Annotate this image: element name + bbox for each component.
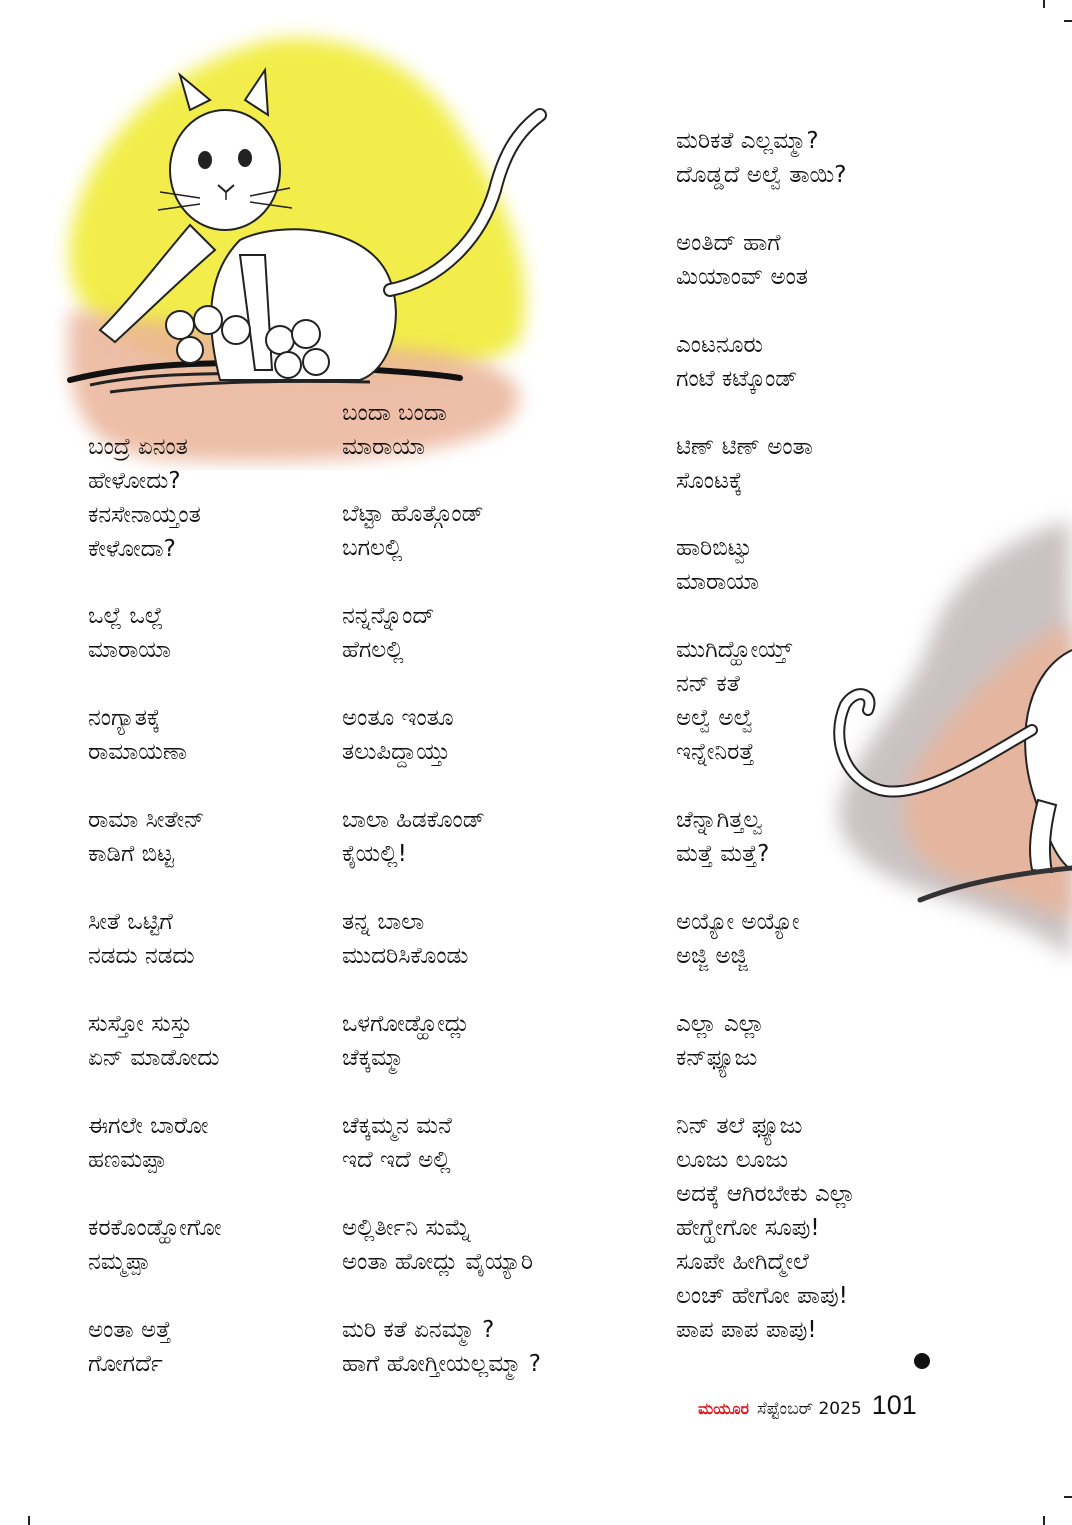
stanza: [676, 803, 769, 871]
stanza: [342, 1109, 452, 1177]
issue-date: ಸೆಪ್ಟೆಂಬರ್ 2025: [757, 1399, 862, 1419]
stanza: [342, 701, 454, 769]
stanza: [676, 531, 759, 599]
poem-line: ಪಾಪ ಪಾಪ ಪಾಪು!: [676, 1317, 817, 1343]
poem-line: ನಿನ್ ತಲೆ ಫ್ಯೂಜು: [676, 1113, 803, 1139]
poem-line: ಹಣಮಪ್ಪಾ: [88, 1147, 167, 1173]
stanza: [88, 803, 204, 871]
stanza: [88, 1007, 219, 1075]
poem-line: ಮಾರಾಯಾ: [342, 434, 426, 460]
poem-line: ತನ್ನ ಬಾಲಾ: [342, 909, 425, 935]
poem-line: ಚೆಕ್ಕಮ್ಮಾ: [342, 1045, 405, 1071]
crop-mark-top: [1043, 0, 1045, 8]
poem-line: ಮಾರಾಯಾ: [676, 569, 760, 595]
poem-line: ಕಾಡಿಗೆ ಬಿಟ್ಟ: [88, 841, 174, 867]
cat-with-kittens-illustration: [40, 20, 560, 470]
stanza: [342, 1313, 541, 1381]
page-footer: [698, 1390, 917, 1430]
poem-line: ಅಂತಾ ಹೋದ್ಲು ವೈಯ್ಯಾರಿ: [342, 1249, 533, 1275]
poem-line: ಎಲ್ಲಾ ಎಲ್ಲಾ: [676, 1011, 765, 1037]
stanza: [676, 226, 808, 294]
magazine-brand: ಮಯೂರ: [698, 1399, 750, 1418]
poem-line: ಚೆಕ್ಕಮ್ಮನ ಮನೆ: [342, 1113, 452, 1139]
poem-line: ಟಿಣ್ ಟಿಣ್ ಅಂತಾ: [676, 434, 813, 460]
stanza: [342, 396, 447, 464]
stanza: [676, 124, 846, 192]
stanza: [676, 1007, 764, 1075]
poem-line: ಕನ್‌ಫ್ಯೂಜು: [676, 1045, 758, 1071]
poem-line: ಈಗಲೇ ಬಾರೋ: [88, 1113, 209, 1139]
poem-line: ಸೂಪೇ ಹೀಗಿದ್ಮೇಲೆ: [676, 1249, 809, 1275]
poem-line: ಮರಿಕತೆ ಎಲ್ಲಮ್ಮಾ?: [676, 128, 819, 154]
poem-line: ಸೊಂಟಕ್ಕೆ: [676, 468, 743, 494]
stanza: [88, 1109, 208, 1177]
poem-line: ಬೆಟ್ಟಾ ಹೊತ್ಗೊಂಡ್: [342, 501, 484, 527]
poem-line: ಹಾಗೆ ಹೋಗ್ತೀಯಲ್ಲಮ್ಮಾ ?: [342, 1351, 541, 1377]
poem-line: ದೊಡ್ಡದೆ ಅಲ್ವೆ ತಾಯಿ?: [676, 162, 847, 188]
poem-line: ರಾಮಾ ಸೀತೇನ್: [88, 807, 205, 833]
cat-tail-on-branch-illustration: [800, 500, 1072, 980]
page-number: 101: [871, 1390, 917, 1420]
poem-line: ತಲುಪಿದ್ದಾಯ್ತು: [342, 739, 451, 765]
end-bullet: [914, 1353, 930, 1369]
stanza: [676, 430, 813, 498]
poem-line: ಅಂತೂ ಇಂತೂ: [342, 705, 454, 731]
poem-line: ಹೆಗಲಲ್ಲಿ: [342, 637, 404, 663]
poem-line: ಎಂಟನೂರು: [676, 332, 763, 358]
stanza: [676, 905, 800, 973]
poem-line: ಮರಿ ಕತೆ ಏನಮ್ಮಾ ?: [342, 1317, 495, 1343]
poem-line: ಕೈಯಲ್ಲಿ!: [342, 841, 407, 867]
poem-line: ಹಾರಿಬಿಟ್ವು: [676, 535, 755, 561]
poem-line: ಏನ್ ಮಾಡೋದು: [88, 1045, 220, 1071]
stanza: [342, 497, 484, 565]
poem-line: ನನ್ ಕತೆ: [676, 671, 740, 697]
poem-line: ಇದೆ ಇದೆ ಅಲ್ಲಿ: [342, 1147, 451, 1173]
stanza: [676, 633, 792, 769]
poem-line: ಬಗಲಲ್ಲಿ: [342, 535, 403, 561]
poem-line: ಅದಕ್ಕೆ ಆಗಿರಬೇಕು ಎಲ್ಲಾ: [676, 1181, 856, 1207]
poem-line: ಮತ್ತೆ ಮತ್ತೆ?: [676, 841, 770, 867]
crop-mark-bottom-right: [1043, 1516, 1045, 1525]
poem-line: ಒಲ್ಲೆ ಒಲ್ಲೆ: [88, 603, 164, 629]
stanza: [88, 701, 187, 769]
poem-line: ಅಯ್ಯೋ ಅಯ್ಯೋ: [676, 909, 800, 935]
poem-line: ಕನಸೇನಾಯ್ತಂತ: [88, 502, 201, 528]
stanza: [342, 599, 435, 667]
poem-line: ಕರಕೊಂಡ್ಹೋಗೋ: [88, 1215, 222, 1241]
poem-line: ಇನ್ನೇನಿರತ್ತೆ: [676, 739, 755, 765]
poem-line: ಮಾರಾಯಾ: [88, 637, 172, 663]
poem-line: ಒಳಗೋಡ್ಹೋದ್ಲು: [342, 1011, 470, 1037]
stanza: [342, 905, 469, 973]
poem-line: ಅಂತಿದ್ ಹಾಗೆ: [676, 230, 781, 256]
stanza: [676, 1109, 855, 1347]
poem-line: ಗೋಗರ್ದೆ: [88, 1351, 163, 1377]
poem-line: ಮುಗಿದ್ಹೋಯ್ತ್: [676, 637, 793, 663]
poem-line: ಚೆನ್ನಾಗಿತ್ತಲ್ವ: [676, 807, 763, 833]
poem-line: ಲಂಚ್ ಹೇಗೋ ಪಾಪು!: [676, 1283, 848, 1309]
poem-line: ಬಂದ್ರೆ ಏನಂತ: [88, 434, 188, 460]
poem-line: ನಡದು ನಡದು: [88, 943, 195, 969]
poem-line: ಅಲ್ಲಿರ್ತೀನಿ ಸುಮ್ನೆ: [342, 1215, 471, 1241]
poem-line: ಹೇಳೋದು?: [88, 468, 181, 494]
poem-line: ಹೇಗ್ಹೇಗೋ ಸೂಪು!: [676, 1215, 820, 1241]
poem-line: ಬಾಲಾ ಹಿಡಕೊಂಡ್: [342, 807, 485, 833]
poem-line: ಲೂಜು ಲೂಜು: [676, 1147, 789, 1173]
poem-line: ಸೀತೆ ಒಟ್ಟಿಗೆ: [88, 909, 173, 935]
poem-line: ಮಿಯಾಂವ್ ಅಂತ: [676, 264, 808, 290]
poem-line: ಕೇಳೋದಾ?: [88, 536, 176, 562]
stanza: [342, 1007, 470, 1075]
poem-line: ನಂಗ್ಯಾತಕ್ಕೆ: [88, 705, 161, 731]
poem-line: ರಾಮಾಯಣಾ: [88, 739, 187, 765]
crop-mark-right: [1064, 20, 1072, 22]
poem-line: ಸುಸ್ತೋ ಸುಸ್ತು: [88, 1011, 193, 1037]
stanza: [88, 599, 171, 667]
poem-line: ಅಲ್ವೆ ಅಲ್ವೆ: [676, 705, 754, 731]
crop-mark-bottom-left: [28, 1516, 30, 1525]
stanza: [676, 328, 797, 396]
poem-line: ಬಂದಾ ಬಂದಾ: [342, 400, 447, 426]
poem-line: ನಮ್ಮಪ್ಪಾ: [88, 1249, 151, 1275]
stanza: [88, 1211, 221, 1279]
poem-line: ನನ್ನನ್ನೊಂದ್: [342, 603, 435, 629]
poem-line: ಮುದರಿಸಿಕೊಂಡು: [342, 943, 469, 969]
stanza: [88, 905, 195, 973]
poem-line: ಅಂತಾ ಅತ್ತೆ: [88, 1317, 172, 1343]
crop-mark-right-lower: [1064, 1496, 1072, 1498]
stanza: [88, 1313, 171, 1381]
poem-line: ಅಜ್ಜಿ ಅಜ್ಜಿ: [676, 943, 748, 969]
stanza: [88, 430, 201, 566]
stanza: [342, 803, 485, 871]
poem-line: ಗಂಟೆ ಕಟ್ಕೊಂಡ್: [676, 366, 798, 392]
stanza: [342, 1211, 533, 1279]
